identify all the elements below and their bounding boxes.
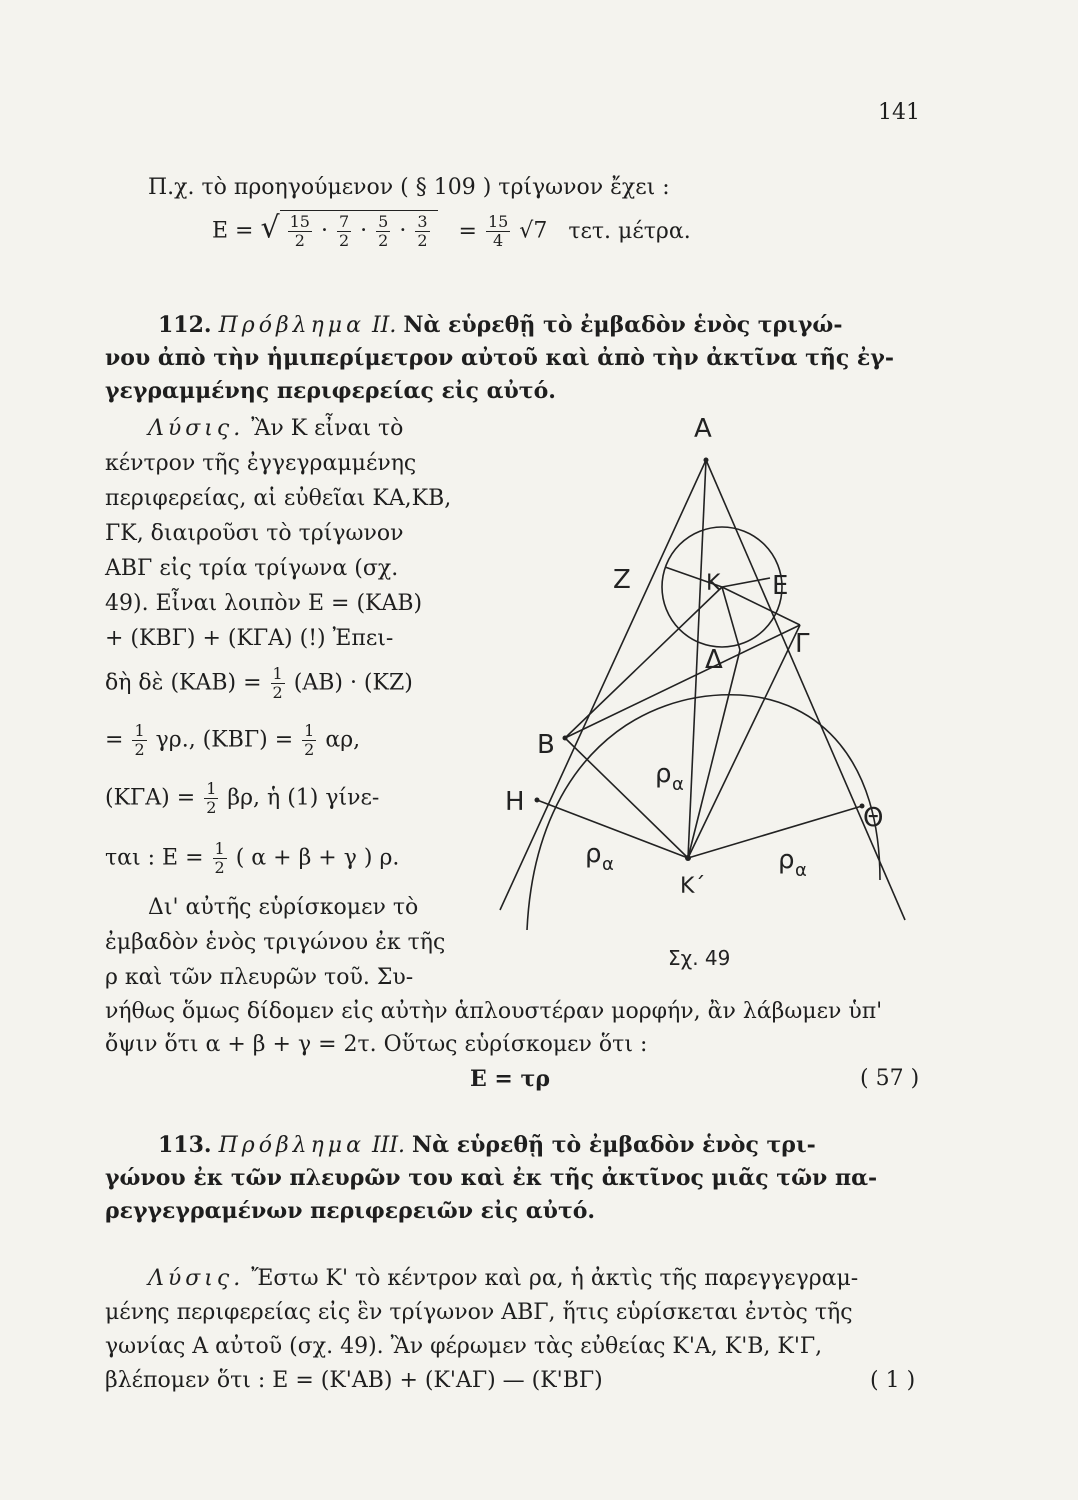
- label-k: Κ: [706, 571, 721, 596]
- heron-lhs: E =: [212, 218, 254, 244]
- page-number: 141: [878, 100, 920, 125]
- heron-formula: [212, 210, 691, 250]
- solution-112-line-6: 49). Εἶναι λοιπὸν Ε = (ΚΑΒ): [105, 591, 423, 616]
- frac-15-4: $\frac{15}{4}$: [487, 212, 509, 250]
- problem-113-heading: 113. Πρόβλημα III. Νὰ εὑρεθῇ τὸ ἐμβαδὸν ἑνὸς τρι-: [158, 1132, 816, 1158]
- solution-113-line-1: Λύσις. Ἔστω Κ' τὸ κέντρον καὶ ρα, ἡ ἀκτὶς τῆς παρεγγεγραμ-: [148, 1266, 859, 1291]
- point-b: [563, 736, 568, 741]
- problem-113-title-3: ρεγγεγραμένων περιφερειῶν εἰς αὐτό.: [105, 1198, 596, 1224]
- frac-3-2: $\frac{3}{2}$: [417, 212, 428, 250]
- svg-text:ρ: ρ: [655, 759, 672, 789]
- solution-112-line-5: ΑΒΓ εἰς τρία τρίγωνα (σχ.: [105, 556, 399, 581]
- heron-eq: =: [458, 218, 477, 244]
- point-h: [535, 798, 540, 803]
- formula-57-number: ( 57 ): [860, 1066, 920, 1091]
- solution-112-line-8: δὴ δὲ (ΚΑΒ) = $\frac{1}{2}$ (ΑΒ) · (ΚΖ): [105, 664, 413, 702]
- sqrt-radicand: $\frac{15}{2}$ · $\frac{7}{2}$ · $\frac{5}{2}$ · $\frac{3}{2}$: [280, 210, 438, 250]
- side-bg-line: [565, 625, 800, 738]
- solution-112-line-9: = $\frac{1}{2}$ γρ., (ΚΒΓ) = $\frac{1}{2}$ αρ,: [105, 721, 361, 759]
- sqrt-sign: √: [260, 210, 280, 246]
- svg-text:ρ: ρ: [585, 839, 602, 869]
- label-z: Ζ: [613, 565, 631, 595]
- problem-112-heading: 112. Πρόβλημα II. Νὰ εὑρεθῇ τὸ ἐμβαδὸν ἑνὸς τριγώ-: [158, 312, 843, 338]
- svg-text:ρ: ρ: [778, 845, 795, 875]
- formula-57: Ε = τρ: [470, 1066, 550, 1092]
- frac-7-2: $\frac{7}{2}$: [338, 212, 350, 250]
- solution-112-line-10: (ΚΓΑ) = $\frac{1}{2}$ βρ, ἡ (1) γίνε-: [105, 779, 380, 817]
- problem-112-title-3: γεγραμμένης περιφερείας εἰς αὐτό.: [105, 378, 556, 404]
- svg-text:α: α: [672, 774, 684, 795]
- solution-112-line-11: ται : Ε = $\frac{1}{2}$ ( α + β + γ ) ρ.: [105, 839, 400, 877]
- label-h: Η: [505, 787, 525, 817]
- frac-15-2: $\frac{15}{2}$: [289, 212, 310, 250]
- line-kp-b: [565, 738, 688, 858]
- line-k-d: [722, 587, 740, 650]
- problem-112-title-2: νου ἀπὸ τὴν ἡμιπερίμετρον αὐτοῦ καὶ ἀπὸ τὴν ἀκτῖνα τῆς ἐγ-: [105, 345, 894, 371]
- line-kp-th: [688, 806, 862, 858]
- label-ra-3: [778, 845, 807, 881]
- solution-112-line-3: περιφερείας, αἱ εὐθεῖαι ΚΑ,ΚΒ,: [105, 486, 452, 511]
- label-th: Θ: [863, 803, 884, 833]
- sqrt-seven: √7: [519, 218, 548, 244]
- example-intro: Π.χ. τὸ προηγούμενον ( § 109 ) τρίγωνον ἔχει :: [148, 175, 670, 200]
- solution-113-line-2: μένης περιφερείας εἰς ἓν τρίγωνον ΑΒΓ, ἥτις εὑρίσκεται ἐντὸς τῆς: [105, 1300, 853, 1325]
- label-g: Γ: [795, 629, 810, 659]
- line-k-e: [722, 578, 770, 587]
- solution-112-line-15: νήθως ὅμως δίδομεν εἰς αὐτὴν ἁπλουστέραν μορφήν, ἂν λάβωμεν ὑπ': [105, 999, 883, 1024]
- solution-112-line-1: Λύσις. Ἂν Κ εἶναι τὸ: [148, 416, 404, 441]
- svg-text:α: α: [795, 860, 807, 881]
- figure-caption: Σχ. 49: [668, 946, 731, 970]
- solution-112-line-2: κέντρον τῆς ἐγγεγραμμένης: [105, 451, 417, 476]
- line-kp-h: [537, 800, 688, 858]
- figure-49: [470, 400, 930, 1000]
- solution-112-line-14: ρ καὶ τῶν πλευρῶν τοῦ. Συ-: [105, 965, 414, 990]
- label-b: Β: [537, 730, 555, 760]
- solution-112-line-4: ΓΚ, διαιροῦσι τὸ τρίγωνον: [105, 521, 404, 546]
- point-k-prime: [685, 855, 691, 861]
- label-ra-2: [585, 839, 614, 875]
- heron-unit: τετ. μέτρα.: [568, 218, 691, 244]
- label-e: Ε: [772, 571, 789, 601]
- solution-113-eq-number: ( 1 ): [870, 1368, 916, 1393]
- problem-113-title-2: γώνου ἐκ τῶν πλευρῶν του καὶ ἐκ τῆς ἀκτῖνος μιᾶς τῶν πα-: [105, 1165, 878, 1191]
- solution-112-line-12: Δι' αὐτῆς εὑρίσκομεν τὸ: [148, 895, 419, 920]
- point-a: [704, 458, 709, 463]
- label-a: Α: [694, 414, 712, 444]
- frac-5-2: $\frac{5}{2}$: [378, 212, 389, 250]
- solution-113-line-4: βλέπομεν ὅτι : Ε = (Κ'ΑΒ) + (Κ'ΑΓ) — (Κ'ΒΓ): [105, 1368, 603, 1393]
- solution-113-line-3: γωνίας Α αὐτοῦ (σχ. 49). Ἂν φέρωμεν τὰς εὐθείας Κ'Α, Κ'Β, Κ'Γ,: [105, 1334, 823, 1359]
- solution-112-line-16: ὄψιν ὅτι α + β + γ = 2τ. Οὕτως εὑρίσκομεν ὅτι :: [105, 1032, 648, 1057]
- solution-112-line-7: + (ΚΒΓ) + (ΚΓΑ) (!) Ἐπει-: [105, 626, 394, 651]
- label-ra-1: [655, 759, 684, 795]
- label-kp: Κ΄: [680, 874, 706, 899]
- solution-112-line-13: ἐμβαδὸν ἑνὸς τριγώνου ἐκ τῆς: [105, 930, 446, 955]
- label-d: Δ: [705, 645, 723, 675]
- svg-text:α: α: [602, 854, 614, 875]
